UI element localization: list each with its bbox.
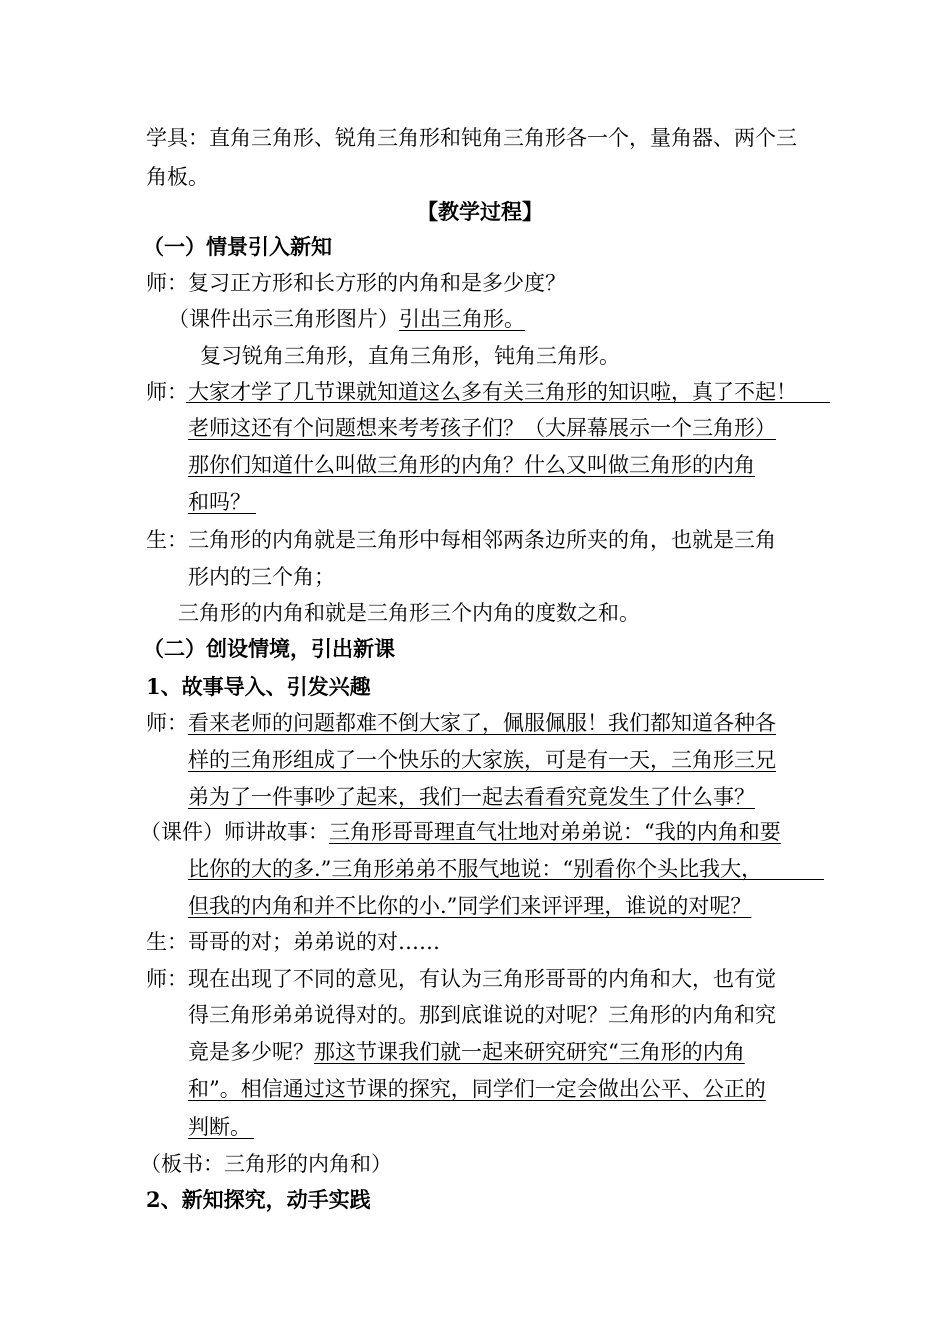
text-line: 那你们知道什么叫做三角形的内角？什么又叫做三角形的内角 bbox=[188, 453, 755, 477]
text-line: 生：哥哥的对；弟弟说的对…… bbox=[146, 930, 440, 954]
text-line: 形内的三个角； bbox=[188, 565, 335, 589]
underline-rule bbox=[188, 879, 824, 880]
text-line: 样的三角形组成了一个快乐的大家族，可是有一天，三角形三兄 bbox=[188, 748, 776, 772]
text-line: 和吗？ bbox=[188, 490, 251, 514]
underline-rule bbox=[186, 402, 830, 403]
text-line: （板书：三角形的内角和） bbox=[140, 1152, 392, 1176]
text-line: 弟为了一件事吵了起来，我们一起去看看究竟发生了什么事？ bbox=[188, 785, 755, 809]
subsection-heading: 2、新知探究，动手实践 bbox=[146, 1187, 371, 1212]
text-line: 和”。相信通过这节课的探究，同学们一定会做出公平、公正的 bbox=[188, 1077, 766, 1101]
text-line: 师：复习正方形和长方形的内角和是多少度？ bbox=[146, 271, 566, 295]
text-line: 复习锐角三角形，直角三角形，钝角三角形。 bbox=[200, 344, 620, 368]
text-line: 师：现在出现了不同的意见，有认为三角形哥哥的内角和大，也有觉 bbox=[146, 967, 776, 991]
text-line: （课件出示三角形图片）引出三角形。 bbox=[168, 307, 525, 331]
text-line: 但我的内角和并不比你的小.”同学们来评评理，谁说的对呢？ bbox=[188, 894, 752, 918]
section-title: 【教学过程】 bbox=[417, 199, 543, 224]
text-line: 角板。 bbox=[146, 165, 209, 189]
section-heading: （二）创设情境，引出新课 bbox=[143, 636, 395, 661]
text-line: 生：三角形的内角就是三角形中每相邻两条边所夹的角，也就是三角 bbox=[146, 528, 776, 552]
underline-rule bbox=[188, 1138, 254, 1139]
text-line: 判断。 bbox=[188, 1115, 251, 1139]
text-line: 老师这还有个问题想来考考孩子们？（大屏幕展示一个三角形） bbox=[188, 416, 776, 440]
subsection-heading: 1、故事导入、引发兴趣 bbox=[146, 674, 371, 699]
section-heading: （一）情景引入新知 bbox=[143, 234, 332, 259]
text-line: 师：看来老师的问题都难不倒大家了，佩服佩服！我们都知道各种各 bbox=[146, 711, 776, 735]
underline-rule bbox=[188, 513, 256, 514]
text-line: 师：大家才学了几节课就知道这么多有关三角形的知识啦，真了不起！ bbox=[146, 380, 797, 404]
text-line: （课件）师讲故事：三角形哥哥理直气壮地对弟弟说：“我的内角和要 bbox=[140, 820, 781, 844]
text-line: 比你的大的多.”三角形弟弟不服气地说：“别看你个头比我大， bbox=[188, 857, 763, 881]
text-line: 竟是多少呢？那这节课我们就一起来研究研究“三角形的内角 bbox=[188, 1040, 745, 1064]
text-line: 得三角形弟弟说得对的。那到底谁说的对呢？三角形的内角和究 bbox=[188, 1003, 776, 1027]
text-line: 三角形的内角和就是三角形三个内角的度数之和。 bbox=[178, 601, 640, 625]
text-line: 学具：直角三角形、锐角三角形和钝角三角形各一个，量角器、两个三 bbox=[146, 126, 797, 150]
